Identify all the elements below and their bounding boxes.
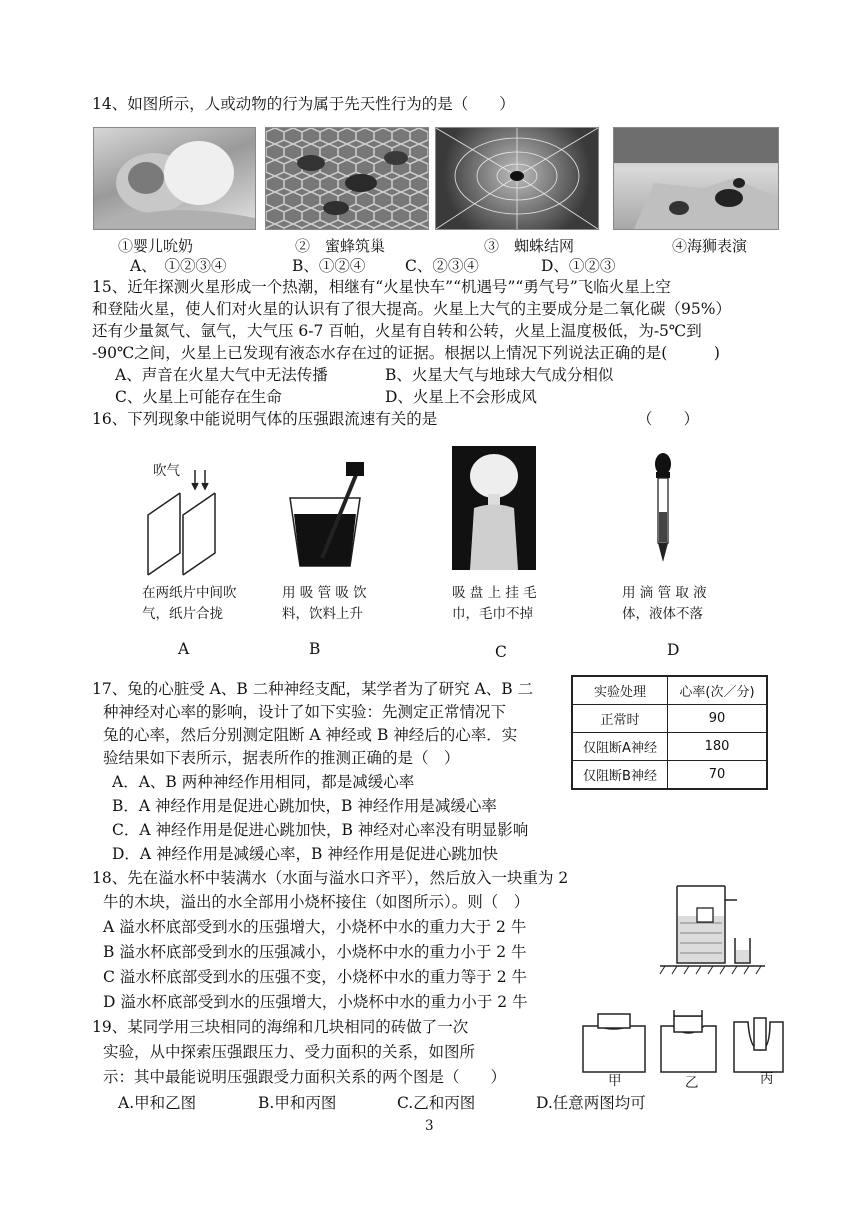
table-row [572, 733, 767, 761]
table-cell: 70 [668, 761, 768, 790]
q18-option-a: A 溢水杯底部受到水的压强增大，小烧杯中水的重力大于 2 牛 [103, 918, 527, 936]
q19-option-c: C.乙和丙图 [397, 1094, 476, 1112]
caption-spider-web: ③ 蜘蛛结网 [484, 237, 575, 255]
q16-label-b: B [309, 640, 321, 658]
table-header-row [572, 676, 767, 705]
q17-line-2: 种神经对心率的影响，设计了如下实验：先测定正常情况下 [103, 703, 507, 721]
q19-option-d: D.任意两图均可 [536, 1094, 646, 1112]
q19-line-1: 19、某同学用三块相同的海绵和几块相同的砖做了一次 [92, 1018, 469, 1036]
q17-option-a: A．A、B 两种神经作用相同，都是减缓心率 [112, 773, 415, 791]
drinking-straw-figure [280, 458, 370, 570]
q19-option-a: A.甲和乙图 [118, 1094, 197, 1112]
fig-label-jia: 甲 [608, 1073, 622, 1089]
q16-answer-bracket: （ ） [637, 410, 700, 428]
q15-option-c: C、火星上可能存在生命 [115, 388, 282, 406]
table-row [572, 705, 767, 733]
dropper-figure [648, 452, 678, 564]
q16-caption-a-line2: 气，纸片合拢 [142, 606, 223, 622]
blow-label: 吹气 [153, 463, 180, 479]
q17-line-1: 17、兔的心脏受 A、B 二种神经支配，某学者为了研究 A、B 二 [92, 680, 534, 698]
q16-label-a: A [178, 640, 190, 658]
q14-option-d: D、①②③ [541, 257, 616, 275]
caption-sea-lion: ④海狮表演 [672, 237, 748, 255]
q16-caption-c-line1: 吸 盘 上 挂 毛 [452, 585, 537, 601]
fig-label-bing: 丙 [760, 1071, 774, 1087]
q19-line-2: 实验，从中探索压强跟压力、受力面积的关系，如图所 [103, 1043, 476, 1061]
caption-baby-nursing: ①婴儿吮奶 [118, 237, 194, 255]
q14-option-b: B、①②④ [292, 257, 366, 275]
q17-line-4: 验结果如下表所示，据表所作的推测正确的是（ ） [103, 749, 460, 767]
q16-label-d: D [667, 641, 680, 659]
table-cell: 180 [668, 733, 768, 761]
suction-cup-towel-photo [452, 446, 536, 570]
q15-line-2: 和登陆火星，使人们对火星的认识有了很大提高。火星上大气的主要成分是二氧化碳（95%） [92, 300, 731, 318]
overflow-cup-figure [655, 878, 770, 978]
table-cell: 仅阻断A神经 [572, 733, 668, 761]
q19-line-3: 示：其中最能说明压强跟受力面积关系的两个图是（ ） [103, 1068, 507, 1086]
q18-line-2: 牛的木块，溢出的水全部用小烧杯接住（如图所示）。则（ ） [103, 893, 530, 911]
fig-label-yi: 乙 [685, 1075, 699, 1091]
q15-option-a: A、声音在火星大气中无法传播 [115, 366, 328, 384]
q15-option-b: B、火星大气与地球大气成分相似 [385, 366, 614, 384]
q16-stem: 16、下列现象中能说明气体的压强跟流速有关的是 [92, 410, 438, 428]
page-number: 3 [425, 1118, 434, 1134]
baby-nursing-photo [93, 127, 256, 230]
q14-stem: 14、如图所示，人或动物的行为属于先天性行为的是（ ） [92, 95, 515, 113]
table-cell: 90 [668, 705, 768, 733]
q16-label-c: C [495, 643, 507, 661]
table-row [572, 761, 767, 790]
q17-option-c: C．A 神经作用是促进心跳加快，B 神经对心率没有明显影响 [112, 821, 529, 839]
q14-option-c: C、②③④ [405, 257, 479, 275]
q18-option-d: D 溢水杯底部受到水的压强增大，小烧杯中水的重力小于 2 牛 [103, 993, 528, 1011]
table-cell: 仅阻断B神经 [572, 761, 668, 790]
q15-option-d: D、火星上不会形成风 [385, 388, 537, 406]
caption-bee-building: ② 蜜蜂筑巢 [295, 237, 386, 255]
q18-option-b: B 溢水杯底部受到水的压强减小，小烧杯中水的重力小于 2 牛 [103, 943, 527, 961]
q16-caption-b-line2: 料，饮料上升 [282, 606, 363, 622]
table-header: 实验处理 [572, 676, 668, 705]
sea-lion-show-photo [613, 127, 779, 230]
q15-line-3: 还有少量氮气、氩气，大气压 6-7 百帕，火星有自转和公转，火星上温度极低，为-5℃到 [92, 322, 702, 340]
spider-web-photo [435, 127, 599, 230]
q14-option-a: A、 ①②③④ [130, 257, 227, 275]
q16-caption-c-line2: 巾，毛巾不掉 [452, 606, 533, 622]
q15-line-1: 15、近年探测火星形成一个热潮，相继有“火星快车”“机遇号”“勇气号”飞临火星上空 [92, 278, 671, 296]
paper-strips-figure [140, 465, 230, 580]
q16-caption-d-line1: 用 滴 管 取 液 [622, 585, 707, 601]
q16-caption-d-line2: 体，液体不落 [622, 606, 703, 622]
table-header: 心率(次／分) [668, 676, 768, 705]
q16-caption-a-line1: 在两纸片中间吹 [142, 585, 237, 601]
bee-honeycomb-photo [265, 127, 429, 230]
q15-line-4: -90℃之间，火星上已发现有液态水存在过的证据。根据以上情况下列说法正确的是( ) [92, 344, 720, 362]
q17-line-3: 兔的心率，然后分别测定阻断 A 神经或 B 神经后的心率．实 [103, 726, 518, 744]
table-cell: 正常时 [572, 705, 668, 733]
sponge-brick-figure [578, 1010, 788, 1075]
q16-caption-b-line1: 用 吸 管 吸 饮 [282, 585, 367, 601]
q19-option-b: B.甲和丙图 [258, 1094, 337, 1112]
q17-option-d: D．A 神经作用是减缓心率，B 神经作用是促进心跳加快 [112, 845, 498, 863]
heart-rate-table [571, 675, 768, 790]
q18-line-1: 18、先在溢水杯中装满水（水面与溢水口齐平），然后放入一块重为 2 [92, 869, 569, 887]
q17-option-b: B．A 神经作用是促进心跳加快，B 神经作用是减缓心率 [112, 797, 497, 815]
q18-option-c: C 溢水杯底部受到水的压强不变，小烧杯中水的重力等于 2 牛 [103, 968, 528, 986]
